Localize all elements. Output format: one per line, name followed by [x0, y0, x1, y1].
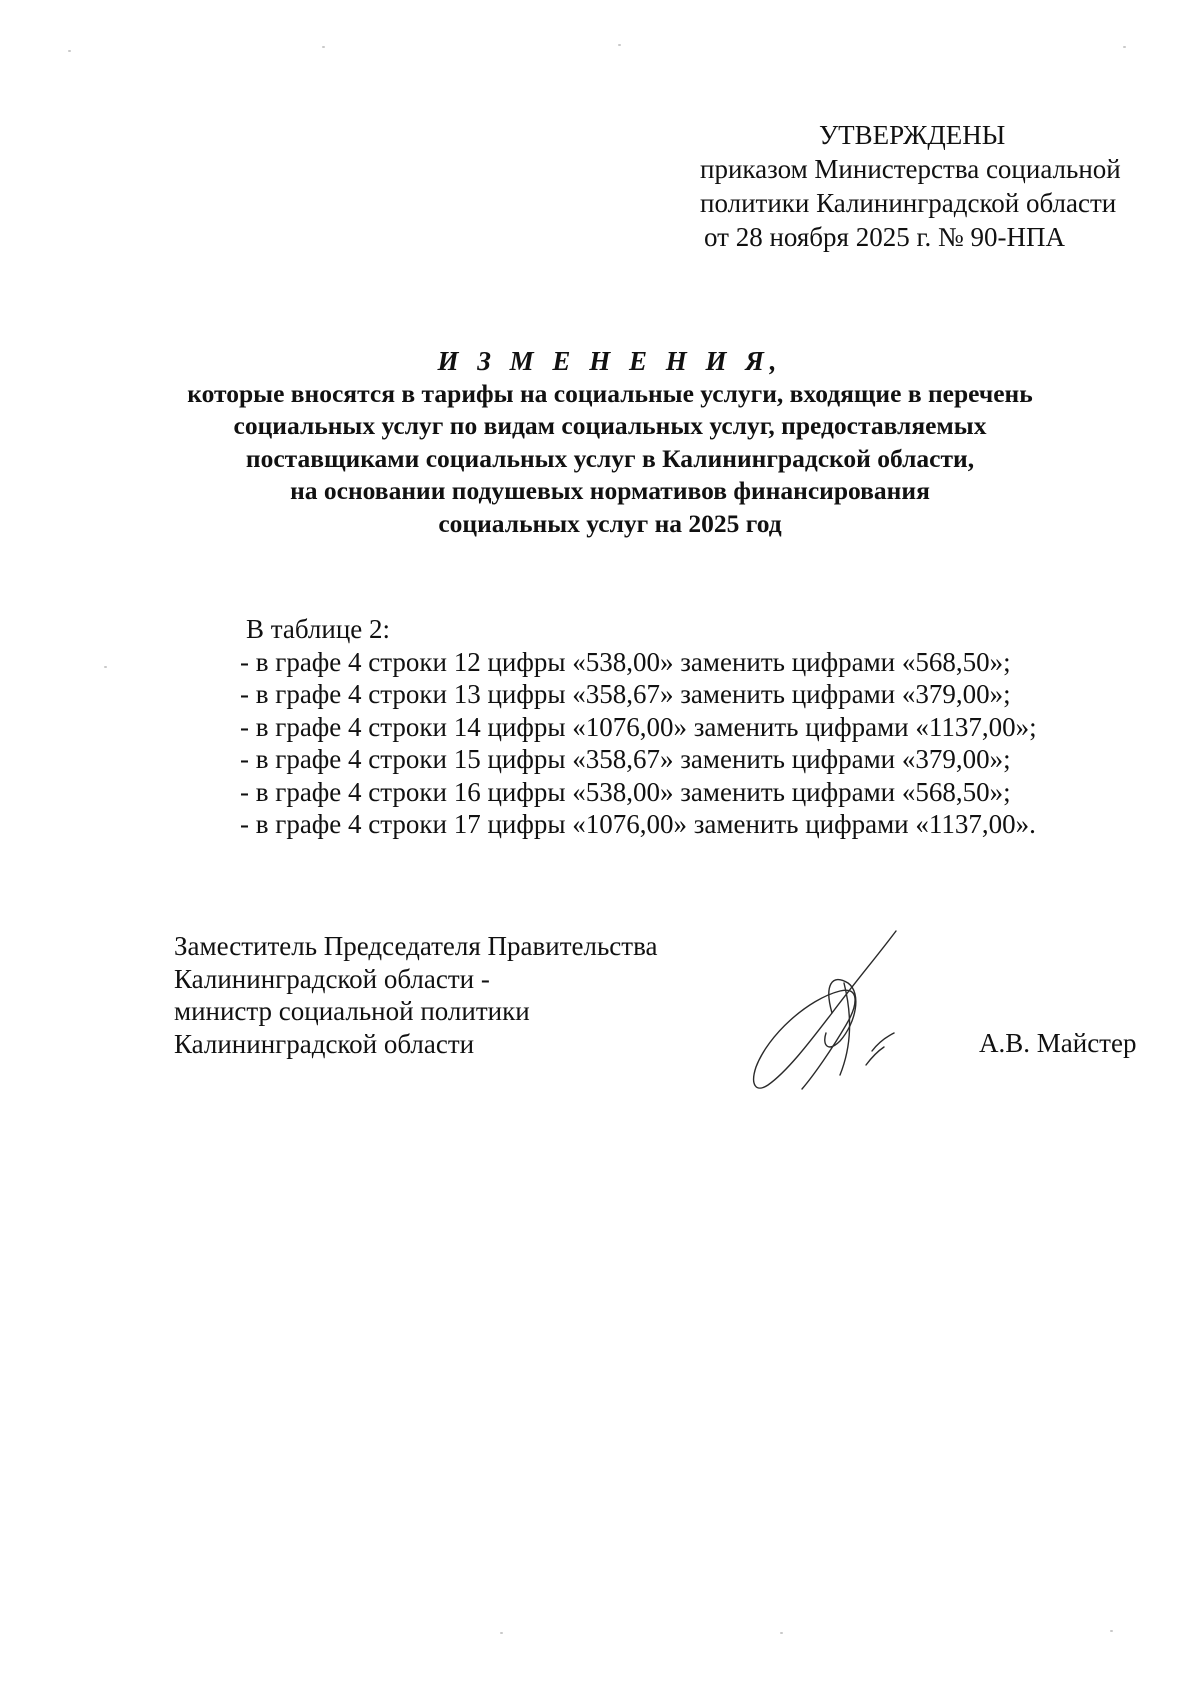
approval-heading: УТВЕРЖДЕНЫ — [819, 120, 1006, 150]
scan-speck — [1110, 1630, 1113, 1632]
signatory-position-line: Заместитель Председателя Правительства — [174, 931, 658, 961]
change-item: - в графе 4 строки 13 цифры «358,67» заменить цифрами «379,00»; — [240, 679, 1011, 709]
approval-line: политики Калининградской области — [700, 188, 1117, 218]
change-item: - в графе 4 строки 15 цифры «358,67» заменить цифрами «379,00»; — [240, 744, 1011, 774]
scan-speck — [68, 50, 71, 52]
signatory-position — [174, 930, 734, 1060]
document-title-block — [150, 345, 1070, 540]
change-item: - в графе 4 строки 14 цифры «1076,00» заменить цифрами «1137,00»; — [240, 711, 1037, 742]
document-subtitle-line: социальных услуг по видам социальных услуг, предоставляемых — [233, 411, 987, 440]
document-subtitle-line: социальных услуг на 2025 год — [438, 508, 782, 538]
document-subtitle-line: поставщиками социальных услуг в Калининградской области, — [245, 443, 975, 473]
scan-speck — [322, 46, 325, 48]
signatory-position-line: министр социальной политики — [174, 996, 530, 1026]
change-item: - в графе 4 строки 17 цифры «1076,00» заменить цифрами «1137,00». — [240, 809, 1036, 839]
document-title: И З М Е Н Е Н И Я, — [437, 346, 783, 376]
approval-block — [700, 118, 1170, 254]
changes-intro: В таблице 2: — [246, 614, 391, 644]
handwritten-signature — [728, 925, 908, 1095]
approval-line: приказом Министерства социальной — [700, 154, 1121, 184]
scan-speck — [1123, 46, 1126, 48]
document-subtitle-line: которые вносятся в тарифы на социальные услуги, входящие в перечень — [187, 378, 1033, 408]
signatory-position-line: Калининградской области — [174, 1028, 475, 1059]
scan-speck — [104, 666, 107, 668]
scan-speck — [500, 1632, 503, 1634]
changes-list — [240, 613, 1146, 841]
change-item: - в графе 4 строки 16 цифры «538,00» заменить цифрами «568,50»; — [240, 776, 1011, 807]
change-item: - в графе 4 строки 12 цифры «538,00» заменить цифрами «568,50»; — [240, 646, 1011, 677]
signer-name: А.В. Майстер — [979, 1028, 1137, 1058]
document-subtitle-line: на основании подушевых нормативов финансирования — [290, 476, 930, 505]
approval-line: от 28 ноября 2025 г. № 90-НПА — [704, 222, 1065, 252]
scan-speck — [780, 1632, 783, 1634]
signatory-position-line: Калининградской области - — [174, 963, 490, 994]
scan-speck — [618, 44, 621, 46]
